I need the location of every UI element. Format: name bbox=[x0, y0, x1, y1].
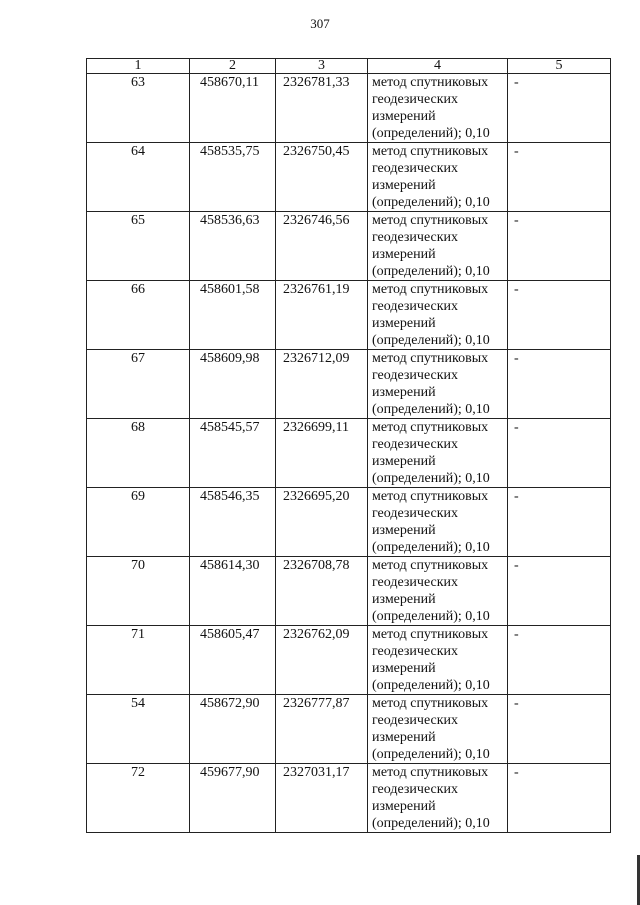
point-number: 70 bbox=[87, 557, 190, 626]
table-row bbox=[87, 281, 611, 350]
coord-y: 2326699,11 bbox=[276, 419, 368, 488]
coord-y: 2326777,87 bbox=[276, 695, 368, 764]
header-cell-1: 1 bbox=[87, 59, 190, 74]
coord-x: 458670,11 bbox=[190, 74, 276, 143]
method-line: геодезических bbox=[372, 782, 459, 797]
method-line: геодезических bbox=[372, 92, 459, 107]
coord-y: 2327031,17 bbox=[276, 764, 368, 833]
method-cell bbox=[368, 626, 508, 695]
coord-x: 458535,75 bbox=[190, 143, 276, 212]
table-row bbox=[87, 74, 611, 143]
method-cell bbox=[368, 143, 508, 212]
note-cell: - bbox=[508, 557, 611, 626]
coord-y: 2326746,56 bbox=[276, 212, 368, 281]
method-cell bbox=[368, 281, 508, 350]
coord-y: 2326750,45 bbox=[276, 143, 368, 212]
coord-x: 458536,63 bbox=[190, 212, 276, 281]
method-line: измерений bbox=[372, 316, 436, 331]
method-line: метод спутниковых bbox=[372, 420, 489, 435]
method-line: геодезических bbox=[372, 506, 459, 521]
method-line: измерений bbox=[372, 730, 436, 745]
point-number: 69 bbox=[87, 488, 190, 557]
method-line: (определений); 0,10 bbox=[372, 402, 490, 417]
point-number: 71 bbox=[87, 626, 190, 695]
note-cell: - bbox=[508, 281, 611, 350]
coord-y: 2326695,20 bbox=[276, 488, 368, 557]
header-cell-5: 5 bbox=[508, 59, 611, 74]
coord-x: 458609,98 bbox=[190, 350, 276, 419]
method-line: метод спутниковых bbox=[372, 558, 489, 573]
table-row bbox=[87, 419, 611, 488]
point-number: 54 bbox=[87, 695, 190, 764]
point-number: 66 bbox=[87, 281, 190, 350]
method-line: геодезических bbox=[372, 437, 459, 452]
method-cell bbox=[368, 557, 508, 626]
method-line: (определений); 0,10 bbox=[372, 747, 490, 762]
method-line: (определений); 0,10 bbox=[372, 678, 490, 693]
method-line: (определений); 0,10 bbox=[372, 609, 490, 624]
coord-x: 458601,58 bbox=[190, 281, 276, 350]
note-cell: - bbox=[508, 74, 611, 143]
method-line: геодезических bbox=[372, 368, 459, 383]
table-row bbox=[87, 626, 611, 695]
table-row bbox=[87, 764, 611, 833]
method-line: (определений); 0,10 bbox=[372, 264, 490, 279]
method-line: метод спутниковых bbox=[372, 627, 489, 642]
point-number: 67 bbox=[87, 350, 190, 419]
method-line: измерений bbox=[372, 178, 436, 193]
note-cell: - bbox=[508, 695, 611, 764]
method-cell bbox=[368, 350, 508, 419]
coord-x: 458614,30 bbox=[190, 557, 276, 626]
note-cell: - bbox=[508, 143, 611, 212]
method-line: измерений bbox=[372, 454, 436, 469]
coord-y: 2326781,33 bbox=[276, 74, 368, 143]
method-line: метод спутниковых bbox=[372, 351, 489, 366]
method-line: (определений); 0,10 bbox=[372, 333, 490, 348]
method-line: геодезических bbox=[372, 575, 459, 590]
coord-y: 2326708,78 bbox=[276, 557, 368, 626]
method-line: метод спутниковых bbox=[372, 213, 489, 228]
method-line: измерений bbox=[372, 661, 436, 676]
method-cell bbox=[368, 488, 508, 557]
note-cell: - bbox=[508, 212, 611, 281]
point-number: 72 bbox=[87, 764, 190, 833]
method-cell bbox=[368, 419, 508, 488]
method-line: геодезических bbox=[372, 713, 459, 728]
method-line: метод спутниковых bbox=[372, 696, 489, 711]
coord-y: 2326712,09 bbox=[276, 350, 368, 419]
method-line: (определений); 0,10 bbox=[372, 126, 490, 141]
point-number: 65 bbox=[87, 212, 190, 281]
method-line: измерений bbox=[372, 385, 436, 400]
method-line: (определений); 0,10 bbox=[372, 540, 490, 555]
note-cell: - bbox=[508, 488, 611, 557]
method-line: геодезических bbox=[372, 230, 459, 245]
page-number: 307 bbox=[310, 16, 330, 31]
table-row bbox=[87, 695, 611, 764]
coord-x: 458605,47 bbox=[190, 626, 276, 695]
coord-x: 458545,57 bbox=[190, 419, 276, 488]
coord-x: 458672,90 bbox=[190, 695, 276, 764]
method-line: измерений bbox=[372, 799, 436, 814]
table-row bbox=[87, 143, 611, 212]
method-line: измерений bbox=[372, 247, 436, 262]
header-cell-4: 4 bbox=[368, 59, 508, 74]
point-number: 68 bbox=[87, 419, 190, 488]
point-number: 64 bbox=[87, 143, 190, 212]
method-cell bbox=[368, 695, 508, 764]
note-cell: - bbox=[508, 626, 611, 695]
table-row bbox=[87, 557, 611, 626]
coord-x: 458546,35 bbox=[190, 488, 276, 557]
coord-y: 2326761,19 bbox=[276, 281, 368, 350]
table-row bbox=[87, 212, 611, 281]
point-number: 63 bbox=[87, 74, 190, 143]
method-cell bbox=[368, 74, 508, 143]
method-line: метод спутниковых bbox=[372, 75, 489, 90]
table-header-row bbox=[87, 59, 611, 74]
method-cell bbox=[368, 764, 508, 833]
note-cell: - bbox=[508, 419, 611, 488]
method-cell bbox=[368, 212, 508, 281]
table-row bbox=[87, 488, 611, 557]
header-cell-3: 3 bbox=[276, 59, 368, 74]
method-line: (определений); 0,10 bbox=[372, 195, 490, 210]
method-line: геодезических bbox=[372, 299, 459, 314]
table-row bbox=[87, 350, 611, 419]
method-line: метод спутниковых bbox=[372, 489, 489, 504]
method-line: метод спутниковых bbox=[372, 765, 489, 780]
method-line: измерений bbox=[372, 109, 436, 124]
method-line: (определений); 0,10 bbox=[372, 471, 490, 486]
method-line: геодезических bbox=[372, 161, 459, 176]
method-line: измерений bbox=[372, 592, 436, 607]
note-cell: - bbox=[508, 764, 611, 833]
header-cell-2: 2 bbox=[190, 59, 276, 74]
method-line: метод спутниковых bbox=[372, 282, 489, 297]
method-line: метод спутниковых bbox=[372, 144, 489, 159]
method-line: измерений bbox=[372, 523, 436, 538]
coordinates-table bbox=[86, 58, 611, 833]
coord-x: 459677,90 bbox=[190, 764, 276, 833]
method-line: (определений); 0,10 bbox=[372, 816, 490, 831]
method-line: геодезических bbox=[372, 644, 459, 659]
note-cell: - bbox=[508, 350, 611, 419]
coord-y: 2326762,09 bbox=[276, 626, 368, 695]
